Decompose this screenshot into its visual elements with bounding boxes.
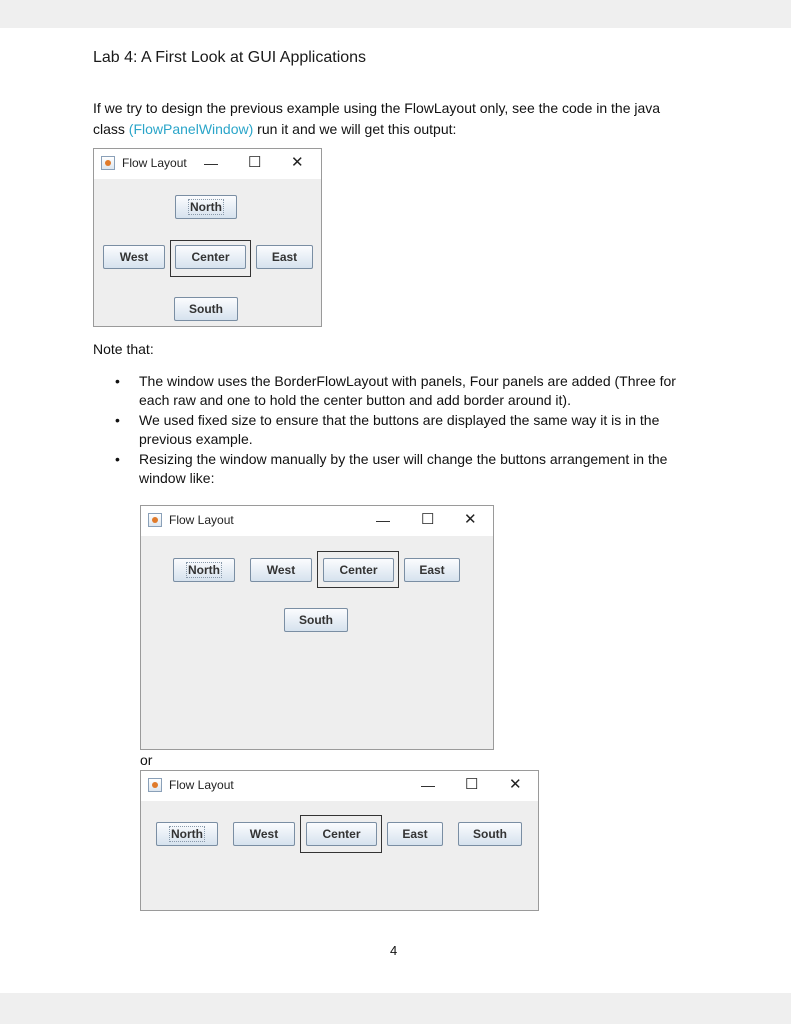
maximize-icon[interactable]: ☐ (421, 511, 435, 528)
center-button-label: Center (191, 250, 230, 264)
java-app-icon (148, 513, 162, 527)
list-item-text: We used fixed size to ensure that the buttons are displayed the same way it is in the previous example. (139, 412, 660, 447)
east-button[interactable] (404, 558, 460, 582)
window-titlebar[interactable] (141, 506, 493, 536)
west-button-label: West (119, 250, 149, 264)
java-app-icon (101, 156, 115, 170)
list-item-text: Resizing the window manually by the user will change the buttons arrangement in the window like: (139, 451, 668, 486)
north-button[interactable] (175, 195, 237, 219)
maximize-icon[interactable]: ☐ (248, 154, 262, 171)
west-button[interactable] (250, 558, 312, 582)
north-button-label: North (171, 827, 203, 841)
east-button[interactable] (256, 245, 313, 269)
north-button[interactable] (156, 822, 218, 846)
bullet-glyph: • (115, 412, 120, 428)
close-icon[interactable]: ✕ (464, 511, 477, 528)
window-titlebar[interactable] (141, 771, 538, 801)
intro-text-end: run it and we will get this output: (253, 121, 457, 137)
notes-list (93, 372, 703, 489)
window-title: Flow Layout (169, 513, 234, 527)
or-label: or (140, 752, 153, 768)
top-page-gap (0, 0, 791, 28)
center-button[interactable] (323, 558, 394, 582)
list-item-text: The window uses the BorderFlowLayout with panels, Four panels are added (Three for each raw and one to hold the center button and add border around it). (139, 373, 676, 408)
center-button-label: Center (322, 827, 361, 841)
bottom-page-gap (0, 993, 791, 1024)
east-button-label: East (271, 250, 298, 264)
south-button[interactable] (174, 297, 238, 321)
minimize-icon[interactable]: — (376, 512, 390, 528)
close-icon[interactable]: ✕ (509, 776, 522, 793)
bullet-glyph: • (115, 451, 120, 467)
east-button-label: East (402, 827, 428, 841)
center-button[interactable] (306, 822, 377, 846)
center-button-label: Center (339, 563, 378, 577)
bullet-glyph: • (115, 373, 120, 389)
north-button-label: North (188, 563, 220, 577)
north-button-label: North (190, 200, 222, 214)
page-heading: Lab 4: A First Look at GUI Applications (93, 49, 367, 66)
east-button-label: East (419, 563, 445, 577)
south-button[interactable] (284, 608, 348, 632)
west-button[interactable] (233, 822, 295, 846)
south-button-label: South (473, 827, 507, 841)
center-button[interactable] (175, 245, 246, 269)
minimize-icon[interactable]: — (204, 155, 218, 171)
flow-panel-window-link[interactable]: (FlowPanelWindow) (128, 121, 254, 137)
window-titlebar[interactable] (94, 149, 321, 179)
java-app-icon (148, 778, 162, 792)
page-number: 4 (390, 943, 398, 958)
flow-layout-window-single-row (140, 770, 539, 911)
flow-layout-window-compact (93, 148, 322, 327)
list-item (93, 450, 703, 488)
flow-layout-window-wide (140, 505, 494, 750)
note-label: Note that: (93, 341, 154, 357)
window-title: Flow Layout (122, 156, 187, 170)
north-button[interactable] (173, 558, 235, 582)
west-button-label: West (249, 827, 279, 841)
window-title: Flow Layout (169, 778, 234, 792)
list-item (93, 372, 703, 410)
list-item (93, 411, 703, 449)
close-icon[interactable]: ✕ (291, 154, 304, 171)
south-button-label: South (189, 302, 223, 316)
east-button[interactable] (387, 822, 443, 846)
west-button[interactable] (103, 245, 165, 269)
intro-text-start: If we try to design the previous example using the FlowLayout only, see the code in the java class (93, 100, 661, 137)
west-button-label: West (266, 563, 296, 577)
maximize-icon[interactable]: ☐ (465, 776, 479, 793)
south-button[interactable] (458, 822, 522, 846)
intro-paragraph (93, 98, 693, 140)
minimize-icon[interactable]: — (421, 777, 435, 793)
south-button-label: South (299, 613, 333, 627)
